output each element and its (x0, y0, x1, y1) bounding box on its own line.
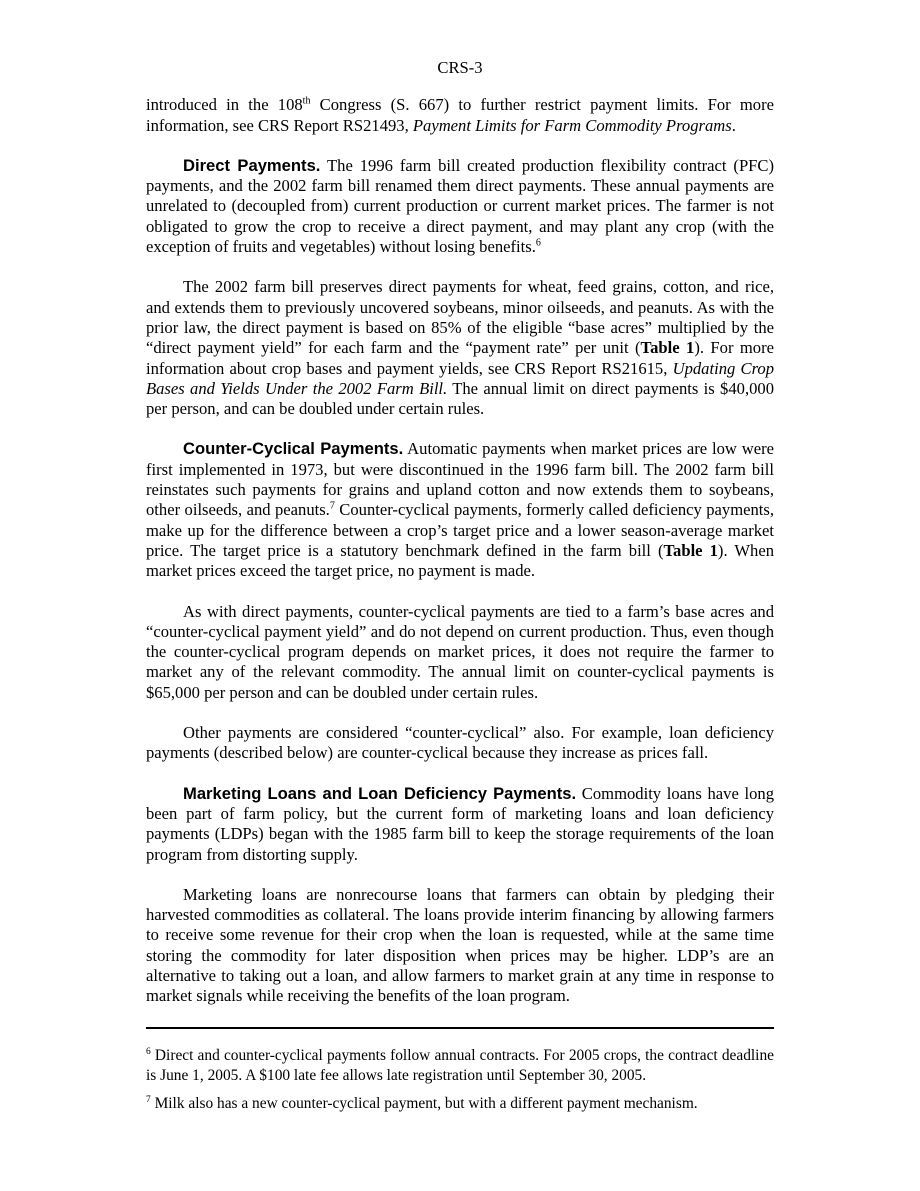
footnote-7 (146, 1094, 774, 1114)
footnote-text: Direct and counter-cyclical payments follow annual contracts. For 2005 crops, the contract deadline is June 1, 2005. A $100 late fee allows late registration until September 30, 2005. (146, 1046, 774, 1084)
counter-cyclical-paragraph-3: Other payments are considered “counter-cyclical” also. For example, loan deficiency payments (described below) are counter-cyclical because they increase as prices fall. (146, 723, 774, 763)
footnote-number: 6 (146, 1046, 151, 1057)
direct-payments-paragraph (146, 156, 774, 257)
counter-cyclical-paragraph-2: As with direct payments, counter-cyclical payments are tied to a farm’s base acres and “counter-cyclical payment yield” and do not depend on current production. Thus, even though the counter-cyclical program depends on market prices, it does not require the farmer to market any of the relevant commodity. The annual limit on counter-cyclical payments is $65,000 per person and can be doubled under certain rules. (146, 601, 774, 702)
marketing-text: Commodity loans have long been part of farm policy, but the current form of marketing loans and loan deficiency payments (LDPs) began with the 1985 farm bill to keep the storage requirements of the loan program from distorting supply. (146, 783, 774, 864)
marketing-loans-heading: Marketing Loans and Loan Deficiency Payments. (183, 783, 577, 803)
counter-cyclical-paragraph (146, 439, 774, 581)
report-title: Payment Limits for Farm Commodity Programs (412, 115, 732, 135)
footnote-number: 7 (146, 1094, 151, 1105)
direct-payments-text: The 1996 farm bill created production flexibility contract (PFC) payments, and the 2002 farm bill renamed them direct payments. These annual payments are unrelated to (decoupled from) current production or current market prices. The farmer is not obligated to grow the crop to receive a direct payment, and may plant any crop (with the exception of fruits and vegetables) without losing benefits. (146, 155, 774, 257)
counter-text-c: ). When market prices exceed the target price, no payment is made. (146, 540, 774, 581)
ordinal-superscript: th (302, 95, 311, 107)
table-reference: Table 1 (663, 540, 718, 560)
marketing-loans-paragraph-2: Marketing loans are nonrecourse loans that farmers can obtain by pledging their harvested commodities as collateral. The loans provide interim financing by allowing farmers to receive some revenue for their crop when the loan is requested, while at the same time storing the commodity for later disposition when prices may be higher. LDP’s are an alternative to taking out a loan, and allow farmers to market grain at any time in response to market signals while receiving the benefits of the loan program. (146, 884, 774, 1006)
intro-text-c: . (731, 115, 736, 135)
counter-cyclical-heading: Counter-Cyclical Payments. (183, 439, 404, 459)
page-header: CRS-3 (437, 58, 483, 77)
counter-text-a: Automatic payments when market prices are low were first implemented in 1973, but were discontinued in the 1996 farm bill. The 2002 farm bill reinstates such payments for grains and upland cotton and now extends them to soybeans, other oilseeds, and peanuts. (146, 439, 774, 520)
footnote-6 (146, 1046, 774, 1086)
counter-text-b: Counter-cyclical payments, formerly called deficiency payments, make up for the difference between a crop’s target price and a lower season-average market price. The target price is a statutory benchmark defined in the farm bill ( (146, 500, 774, 560)
intro-text-a: introduced in the 108 (146, 95, 303, 115)
direct-payments-heading: Direct Payments. (183, 155, 321, 175)
intro-text-b: Congress (S. 667) to further restrict payment limits. For more information, see CRS Report RS21493, (146, 95, 774, 135)
intro-paragraph (146, 95, 774, 136)
footnote-text: Milk also has a new counter-cyclical payment, but with a different payment mechanism. (150, 1094, 698, 1112)
direct-text-a: The 2002 farm bill preserves direct payments for wheat, feed grains, cotton, and rice, and extends them to previously uncovered soybeans, minor oilseeds, and peanuts. As with the prior law, the direct payment is based on 85% of the eligible “base acres” multiplied by the “direct payment yield” for each farm and the “payment rate” per unit ( (146, 277, 774, 358)
marketing-loans-paragraph (146, 784, 774, 865)
report-title: Updating Crop Bases and Yields Under the 2002 Farm Bill. (146, 358, 775, 398)
document-page (146, 0, 774, 1122)
footnote-divider (146, 1027, 774, 1029)
direct-text-b: ). For more information about crop bases and payment yields, see CRS Report RS21615, (146, 338, 774, 378)
direct-text-c: The annual limit on direct payments is $40,000 per person, and can be doubled under certain rules. (146, 378, 774, 419)
table-reference: Table 1 (640, 338, 695, 358)
footnote-ref-6[interactable]: 6 (535, 237, 541, 249)
direct-payments-paragraph-2 (146, 277, 774, 419)
footnote-ref-7[interactable]: 7 (329, 500, 335, 512)
